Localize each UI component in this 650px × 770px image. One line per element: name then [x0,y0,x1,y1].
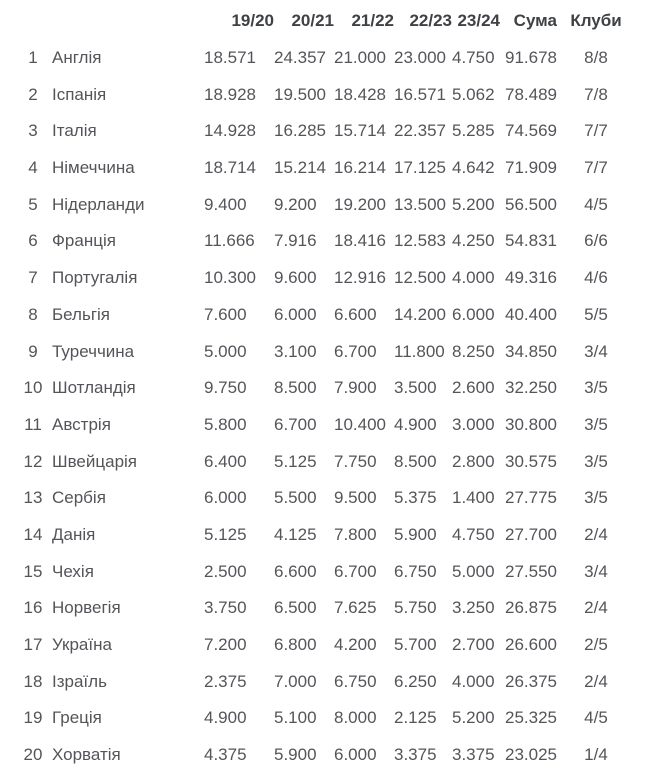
coef-cell-19-20: 7.200 [204,635,247,655]
country-cell: Австрія [52,414,111,434]
sum-cell: 26.875 [505,598,557,618]
coef-cell-19-20: 18.571 [204,48,256,68]
clubs-cell: 7/7 [584,121,608,141]
country-cell: Чехія [52,561,94,581]
table-row [14,407,635,444]
coef-cell-20-21: 6.500 [274,598,317,618]
coef-cell-19-20: 3.750 [204,598,247,618]
country-cell: Ізраїль [52,671,107,691]
sum-cell: 30.575 [505,451,557,471]
clubs-cell: 3/5 [584,378,608,398]
col-header-season-22-23: 22/23 [409,11,452,31]
coef-cell-23-24: 5.200 [452,194,495,214]
country-cell: Франція [52,231,116,251]
coef-cell-23-24: 8.250 [452,341,495,361]
coefficients-table [14,3,635,770]
clubs-cell: 2/5 [584,635,608,655]
table-row [14,333,635,370]
coef-cell-22-23: 4.900 [394,414,437,434]
coef-cell-21-22: 21.000 [334,48,386,68]
rank-cell: 15 [23,561,43,581]
coef-cell-23-24: 4.000 [452,671,495,691]
table-row [14,40,635,77]
country-cell: Швейцарія [52,451,137,471]
col-header-clubs: Клуби [570,11,622,31]
rank-cell: 3 [28,121,38,141]
clubs-cell: 2/4 [584,524,608,544]
coef-cell-20-21: 9.200 [274,194,317,214]
coef-cell-20-21: 5.125 [274,451,317,471]
clubs-cell: 7/8 [584,84,608,104]
coef-cell-21-22: 9.500 [334,488,377,508]
coef-cell-19-20: 18.714 [204,158,256,178]
coef-cell-21-22: 4.200 [334,635,377,655]
country-cell: Бельгія [52,304,111,324]
coef-cell-23-24: 3.000 [452,414,495,434]
coef-cell-20-21: 4.125 [274,524,317,544]
table-row [14,443,635,480]
coef-cell-21-22: 16.214 [334,158,386,178]
rank-cell: 1 [28,48,38,68]
sum-cell: 91.678 [505,48,557,68]
sum-cell: 78.489 [505,84,557,104]
coef-cell-22-23: 12.500 [394,268,446,288]
sum-cell: 27.700 [505,524,557,544]
col-header-country [52,3,204,40]
rank-cell: 17 [23,635,43,655]
sum-cell: 27.550 [505,561,557,581]
coef-cell-21-22: 15.714 [334,121,386,141]
table-row [14,297,635,334]
table-row [14,627,635,664]
coef-cell-21-22: 6.700 [334,341,377,361]
country-cell: Німеччина [52,158,135,178]
coef-cell-19-20: 6.400 [204,451,247,471]
rank-cell: 19 [23,708,43,728]
coef-cell-19-20: 6.000 [204,488,247,508]
table-row [14,590,635,627]
col-header-season-23-24: 23/24 [457,11,500,31]
rank-cell: 5 [28,194,38,214]
coef-cell-22-23: 5.700 [394,635,437,655]
coef-cell-20-21: 6.000 [274,304,317,324]
rank-cell: 10 [23,378,43,398]
coef-cell-20-21: 9.600 [274,268,317,288]
rank-cell: 2 [28,84,38,104]
clubs-cell: 6/6 [584,231,608,251]
coef-cell-22-23: 22.357 [394,121,446,141]
coef-cell-20-21: 3.100 [274,341,317,361]
clubs-cell: 1/4 [584,745,608,765]
country-cell: Данія [52,524,96,544]
coef-cell-21-22: 7.750 [334,451,377,471]
coef-cell-19-20: 4.900 [204,708,247,728]
col-header-season-19-20: 19/20 [231,11,274,31]
country-cell: Португалія [52,268,138,288]
coef-cell-21-22: 18.428 [334,84,386,104]
coef-cell-21-22: 6.600 [334,304,377,324]
sum-cell: 34.850 [505,341,557,361]
coef-cell-21-22: 7.800 [334,524,377,544]
coef-cell-22-23: 23.000 [394,48,446,68]
table-header [14,3,635,40]
coef-cell-19-20: 4.375 [204,745,247,765]
coef-cell-21-22: 18.416 [334,231,386,251]
clubs-cell: 4/5 [584,708,608,728]
coef-cell-21-22: 6.700 [334,561,377,581]
clubs-cell: 3/5 [584,451,608,471]
coef-cell-20-21: 19.500 [274,84,326,104]
sum-cell: 32.250 [505,378,557,398]
clubs-cell: 5/5 [584,304,608,324]
coef-cell-19-20: 9.750 [204,378,247,398]
coef-cell-21-22: 7.625 [334,598,377,618]
sum-cell: 26.375 [505,671,557,691]
rank-cell: 4 [28,158,38,178]
coef-cell-23-24: 5.200 [452,708,495,728]
coef-cell-22-23: 8.500 [394,451,437,471]
country-cell: Італія [52,121,97,141]
coef-cell-23-24: 4.750 [452,48,495,68]
coef-cell-19-20: 11.666 [204,231,255,251]
country-cell: Хорватія [52,745,121,765]
rank-cell: 18 [23,671,43,691]
coef-cell-22-23: 17.125 [394,158,446,178]
country-cell: Греція [52,708,102,728]
coef-cell-22-23: 14.200 [394,304,446,324]
coef-cell-22-23: 2.125 [394,708,437,728]
coef-cell-21-22: 7.900 [334,378,377,398]
table-row [14,223,635,260]
coef-cell-23-24: 1.400 [452,488,495,508]
coef-cell-19-20: 10.300 [204,268,256,288]
country-cell: Сербія [52,488,106,508]
coef-cell-23-24: 5.062 [452,84,495,104]
country-cell: Україна [52,635,112,655]
rank-cell: 6 [28,231,38,251]
coef-cell-20-21: 6.800 [274,635,317,655]
rank-cell: 20 [23,745,43,765]
table-row [14,186,635,223]
coef-cell-21-22: 6.750 [334,671,377,691]
coef-cell-23-24: 2.600 [452,378,495,398]
country-cell: Іспанія [52,84,107,104]
rank-cell: 14 [23,524,43,544]
coef-cell-20-21: 5.900 [274,745,317,765]
sum-cell: 26.600 [505,635,557,655]
table-row [14,260,635,297]
coef-cell-19-20: 5.000 [204,341,247,361]
sum-cell: 71.909 [505,158,557,178]
coef-cell-20-21: 6.700 [274,414,317,434]
sum-cell: 49.316 [505,268,557,288]
table-row [14,517,635,554]
country-cell: Туреччина [52,341,135,361]
coef-cell-21-22: 12.916 [334,268,386,288]
coef-cell-19-20: 5.125 [204,524,247,544]
coef-cell-23-24: 5.000 [452,561,495,581]
table-row [14,370,635,407]
rank-cell: 16 [23,598,43,618]
sum-cell: 74.569 [505,121,557,141]
header-row [14,3,635,40]
clubs-cell: 3/4 [584,561,608,581]
coef-cell-22-23: 13.500 [394,194,446,214]
sum-cell: 40.400 [505,304,557,324]
coef-cell-20-21: 15.214 [274,158,326,178]
coef-cell-20-21: 7.000 [274,671,317,691]
table-row [14,553,635,590]
sum-cell: 30.800 [505,414,557,434]
sum-cell: 23.025 [505,745,557,765]
country-cell: Шотландія [52,378,136,398]
coef-cell-19-20: 18.928 [204,84,256,104]
coef-cell-23-24: 2.700 [452,635,495,655]
coef-cell-20-21: 6.600 [274,561,317,581]
coef-cell-19-20: 7.600 [204,304,247,324]
rank-cell: 9 [28,341,38,361]
coef-cell-20-21: 5.500 [274,488,317,508]
clubs-cell: 3/4 [584,341,608,361]
clubs-cell: 3/5 [584,414,608,434]
coef-cell-23-24: 3.375 [452,745,495,765]
coef-cell-19-20: 2.500 [204,561,247,581]
table-row [14,737,635,770]
rank-cell: 11 [24,414,42,434]
coef-cell-23-24: 4.000 [452,268,495,288]
sum-cell: 25.325 [505,708,557,728]
table-row [14,150,635,187]
coef-cell-20-21: 7.916 [274,231,317,251]
coef-cell-22-23: 5.375 [394,488,437,508]
clubs-cell: 7/7 [584,158,608,178]
coef-cell-22-23: 3.500 [394,378,437,398]
coef-cell-21-22: 19.200 [334,194,386,214]
coef-cell-22-23: 6.250 [394,671,437,691]
coef-cell-22-23: 3.375 [394,745,437,765]
coef-cell-23-24: 2.800 [452,451,495,471]
coef-cell-23-24: 4.750 [452,524,495,544]
coef-cell-23-24: 6.000 [452,304,495,324]
coef-cell-20-21: 8.500 [274,378,317,398]
coef-cell-21-22: 10.400 [334,414,386,434]
coef-cell-19-20: 9.400 [204,194,247,214]
coef-cell-22-23: 5.900 [394,524,437,544]
coef-cell-23-24: 4.250 [452,231,495,251]
coef-cell-23-24: 3.250 [452,598,495,618]
table-row [14,663,635,700]
table-row [14,76,635,113]
coef-cell-22-23: 16.571 [394,84,446,104]
col-header-season-20-21: 20/21 [291,11,334,31]
table-row [14,480,635,517]
clubs-cell: 4/5 [584,194,608,214]
table-row [14,700,635,737]
clubs-cell: 4/6 [584,268,608,288]
clubs-cell: 3/5 [584,488,608,508]
col-header-sum: Сума [513,11,557,31]
coef-cell-20-21: 5.100 [274,708,317,728]
table-row [14,113,635,150]
coef-cell-20-21: 24.357 [274,48,326,68]
coef-cell-23-24: 5.285 [452,121,495,141]
coef-cell-20-21: 16.285 [274,121,326,141]
sum-cell: 54.831 [505,231,557,251]
rank-cell: 12 [23,451,43,471]
clubs-cell: 8/8 [584,48,608,68]
country-cell: Англія [52,48,102,68]
coef-cell-22-23: 12.583 [394,231,446,251]
sum-cell: 56.500 [505,194,557,214]
coef-cell-22-23: 5.750 [394,598,437,618]
coef-cell-19-20: 2.375 [204,671,247,691]
coef-cell-21-22: 6.000 [334,745,377,765]
col-header-rank [14,3,52,40]
table-body [14,40,635,770]
clubs-cell: 2/4 [584,598,608,618]
country-cell: Норвегія [52,598,121,618]
col-header-season-21-22: 21/22 [351,11,394,31]
coef-cell-22-23: 6.750 [394,561,437,581]
country-cell: Нідерланди [52,194,145,214]
rank-cell: 7 [28,268,38,288]
rank-cell: 8 [28,304,38,324]
sum-cell: 27.775 [505,488,557,508]
coef-cell-22-23: 11.800 [394,341,445,361]
coef-cell-19-20: 14.928 [204,121,256,141]
rank-cell: 13 [23,488,43,508]
coef-cell-19-20: 5.800 [204,414,247,434]
coef-cell-21-22: 8.000 [334,708,377,728]
coef-cell-23-24: 4.642 [452,158,495,178]
clubs-cell: 2/4 [584,671,608,691]
